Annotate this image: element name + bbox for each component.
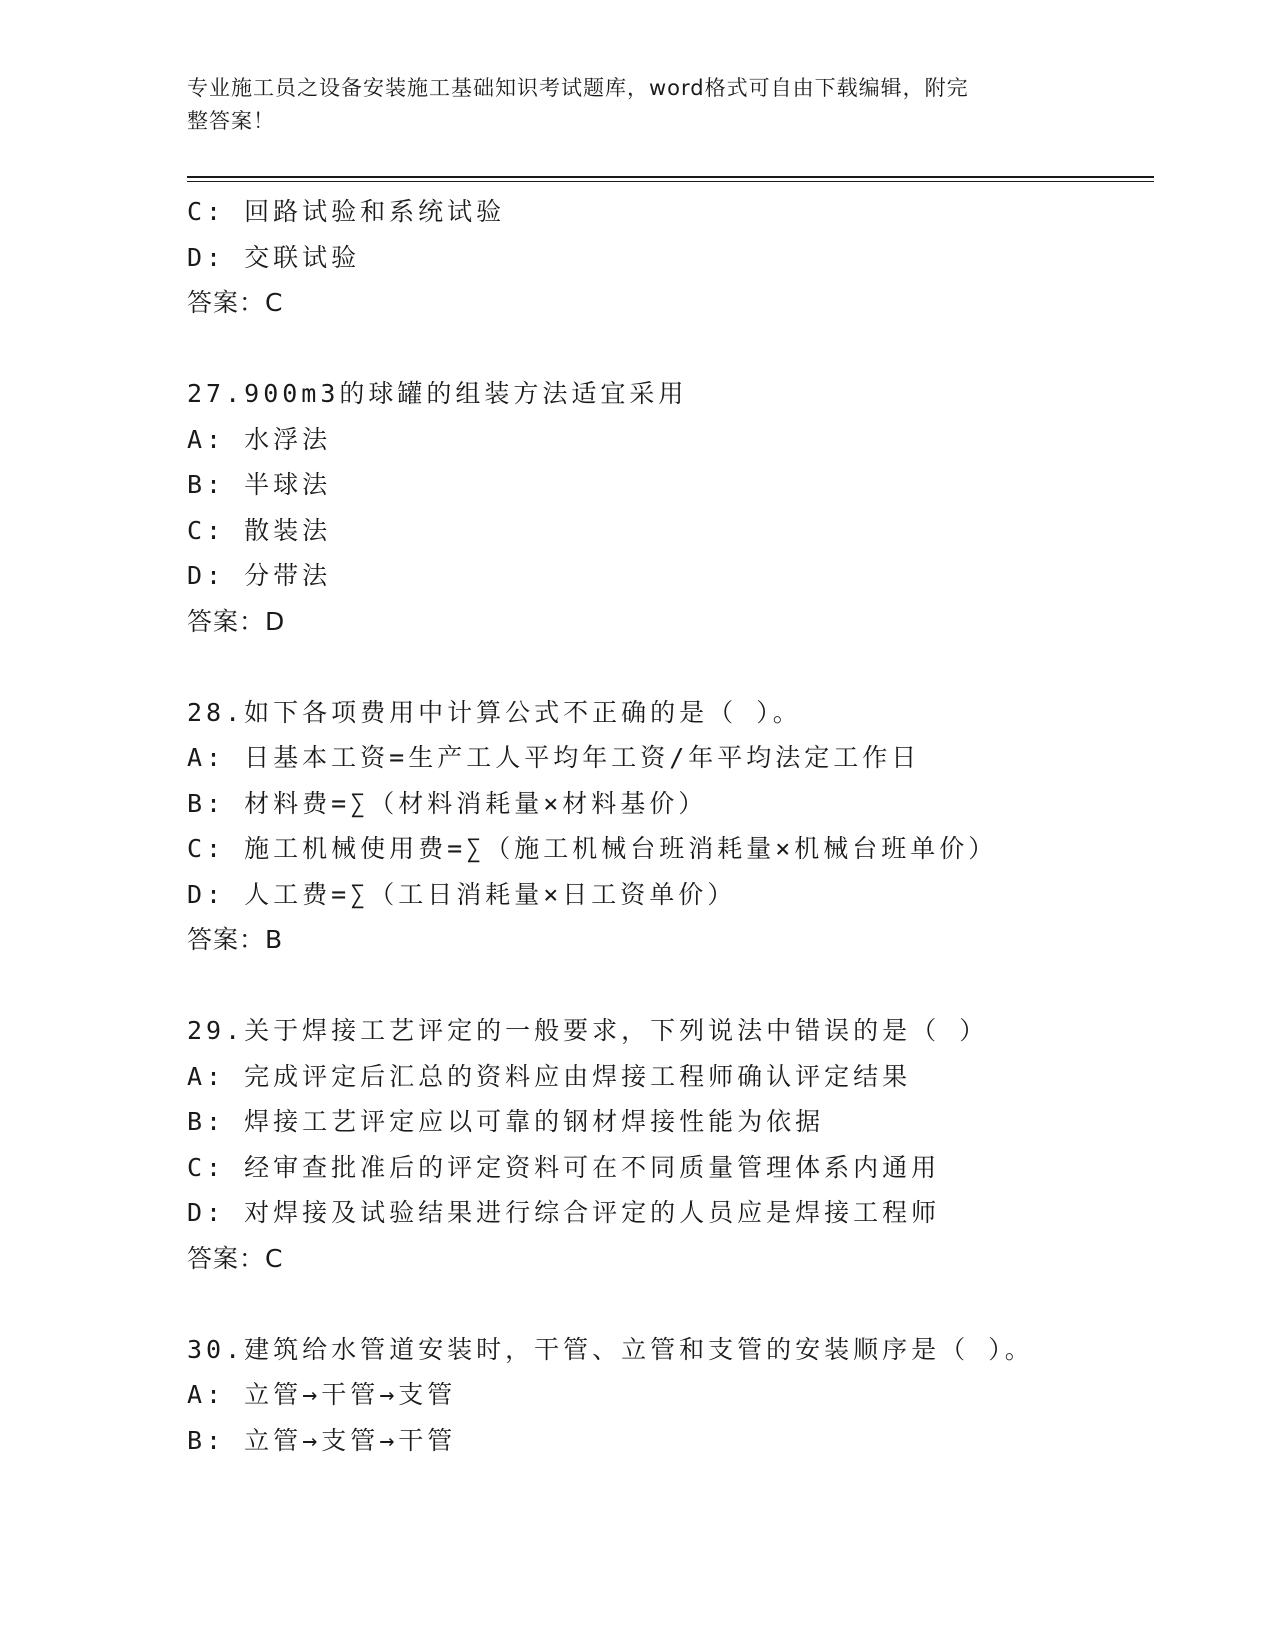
option-b: B: 材料费=∑（材料消耗量×材料基价） (187, 788, 708, 818)
header-divider-thick (187, 176, 1154, 178)
question-stem: 27.900m3的球罐的组装方法适宜采用 (187, 379, 688, 408)
question-30 (187, 1327, 1154, 1464)
header-divider-thin (187, 181, 1154, 182)
option-b: B: 焊接工艺评定应以可靠的钢材焊接性能为依据 (187, 1107, 825, 1136)
option-a: A: 水浮法 (187, 424, 332, 454)
option-c: C: 散装法 (187, 515, 332, 545)
header-line-1: 专业施工员之设备安装施工基础知识考试题库，word格式可自由下载编辑，附完 (187, 76, 969, 100)
answer-label: 答案：C (187, 288, 284, 317)
option-c: C: 经审查批准后的评定资料可在不同质量管理体系内通用 (187, 1152, 941, 1182)
answer-label: 答案：C (187, 1243, 284, 1273)
option-a: A: 立管→干管→支管 (187, 1380, 457, 1409)
question-27 (187, 371, 1154, 644)
document-header (187, 72, 1067, 138)
question-stem: 28.如下各项费用中计算公式不正确的是（ ）。 (187, 697, 802, 727)
question-continuation (187, 189, 1154, 326)
option-a: A: 完成评定后汇总的资料应由焊接工程师确认评定结果 (187, 1061, 912, 1091)
question-stem: 30.建筑给水管道安装时，干管、立管和支管的安装顺序是（ ）。 (187, 1334, 1034, 1364)
option-d: D: 分带法 (187, 561, 332, 590)
option-b: B: 立管→支管→干管 (187, 1425, 457, 1455)
question-list (187, 189, 1154, 1463)
question-28 (187, 690, 1154, 963)
option-c: C: 施工机械使用费=∑（施工机械台班消耗量×机械台班单价） (187, 834, 998, 863)
option-d: D: 人工费=∑（工日消耗量×日工资单价） (187, 879, 737, 909)
option-a: A: 日基本工资=生产工人平均年工资/年平均法定工作日 (187, 743, 921, 772)
option-b: B: 半球法 (187, 470, 332, 499)
header-line-2: 整答案！ (187, 109, 275, 133)
option-d: D: 交联试验 (187, 242, 361, 272)
question-29 (187, 1008, 1154, 1281)
option-d: D: 对焊接及试验结果进行综合评定的人员应是焊接工程师 (187, 1198, 941, 1227)
answer-label: 答案：B (187, 925, 284, 954)
option-c: C: 回路试验和系统试验 (187, 197, 506, 226)
question-stem: 29.关于焊接工艺评定的一般要求，下列说法中错误的是（ ） (187, 1016, 989, 1045)
answer-label: 答案：D (187, 606, 286, 636)
